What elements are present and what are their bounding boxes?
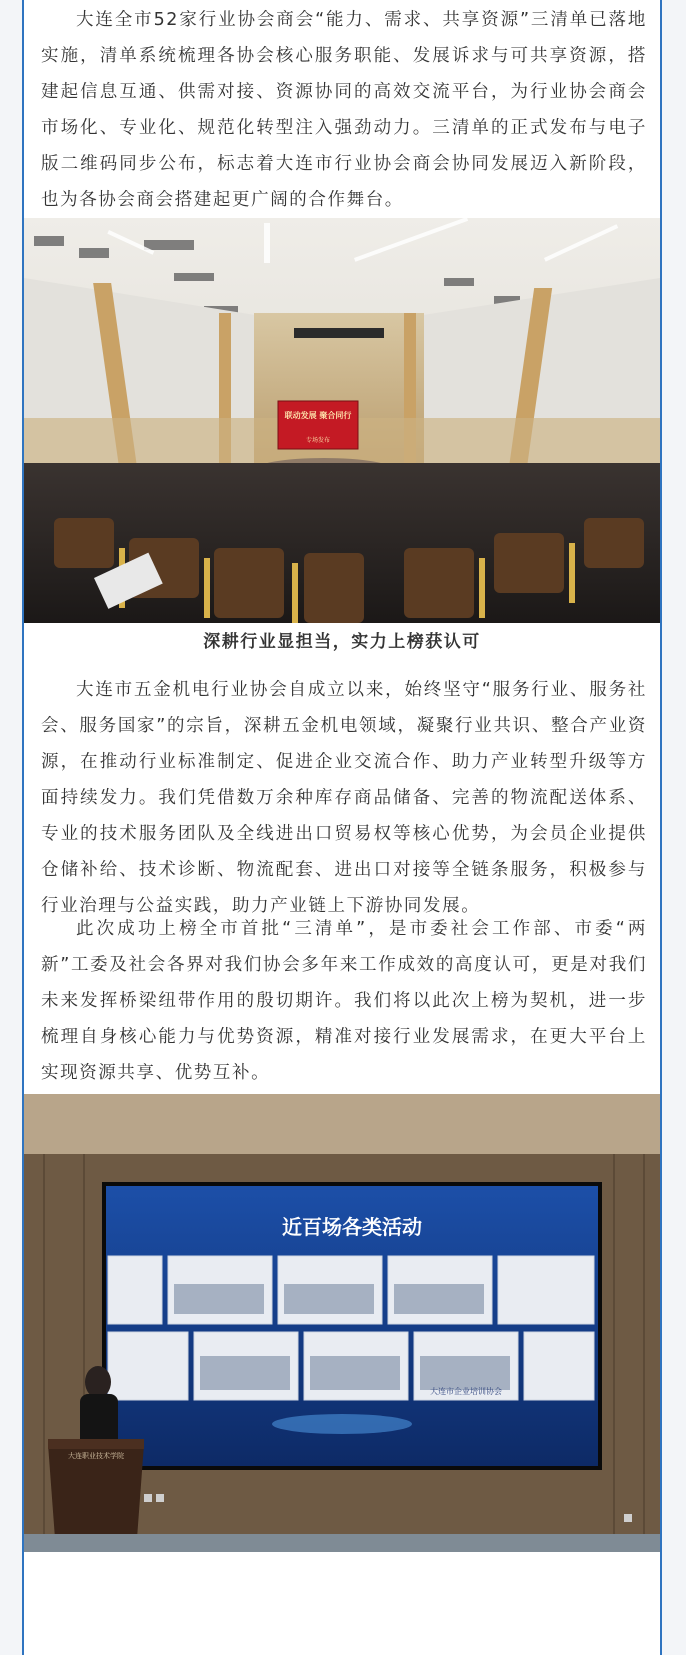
- podium-text: 大连职业技术学院: [68, 1452, 124, 1460]
- lecture-hall-image: [24, 218, 660, 623]
- section-heading: 深耕行业显担当，实力上榜获认可: [203, 632, 481, 652]
- stage-screen-subtitle: 专场发布: [305, 437, 331, 444]
- body-paragraph-2: 此次成功上榜全市首批“三清单”，是市委社会工作部、市委“两新”工委及社会各界对我们协会多年来工作成效的高度认可，更是对我们未来发挥桥梁纽带作用的殷切期许。我们将以此次上榜为契机，进一步梳理自身核心能力与优势资源，精准对接行业发展需求，在更大平台上实现资源共享、优势互补。: [41, 919, 647, 1083]
- lecture-hall-photo: [24, 218, 660, 623]
- presentation-screen-title: 近百场各类活动: [282, 1215, 422, 1239]
- stage-screen-title: 联动发展 聚合同行: [284, 411, 352, 420]
- article-card: [22, 0, 662, 1655]
- presentation-image: [24, 1094, 660, 1552]
- body-paragraph-1: 大连市五金机电行业协会自成立以来，始终坚守“服务行业、服务社会、服务国家”的宗旨，深耕五金机电领域，凝聚行业共识、整合产业资源，在推动行业标准制定、促进企业交流合作、助力产业转型升级等方面持续发力。我们凭借数万余种库存商品储备、完善的物流配送体系、专业的技术服务团队及全线进出口贸易权等核心优势，为会员企业提供仓储补给、技术诊断、物流配套、进出口对接等全链条服务，积极参与行业治理与公益实践，助力产业链上下游协同发展。: [41, 680, 647, 916]
- intro-paragraph: 大连全市52家行业协会商会“能力、需求、共享资源”三清单已落地实施，清单系统梳理各协会核心服务职能、发展诉求与可共享资源，搭建起信息互通、供需对接、资源协同的高效交流平台，为行业协会商会市场化、专业化、规范化转型注入强劲动力。三清单的正式发布与电子版二维码同步公布，标志着大连市行业协会商会协同发展迈入新阶段，也为各协会商会搭建起更广阔的合作舞台。: [41, 10, 647, 210]
- presentation-photo: [24, 1094, 660, 1552]
- screen-photo-caption: 大连市企业培训协会: [430, 1387, 502, 1396]
